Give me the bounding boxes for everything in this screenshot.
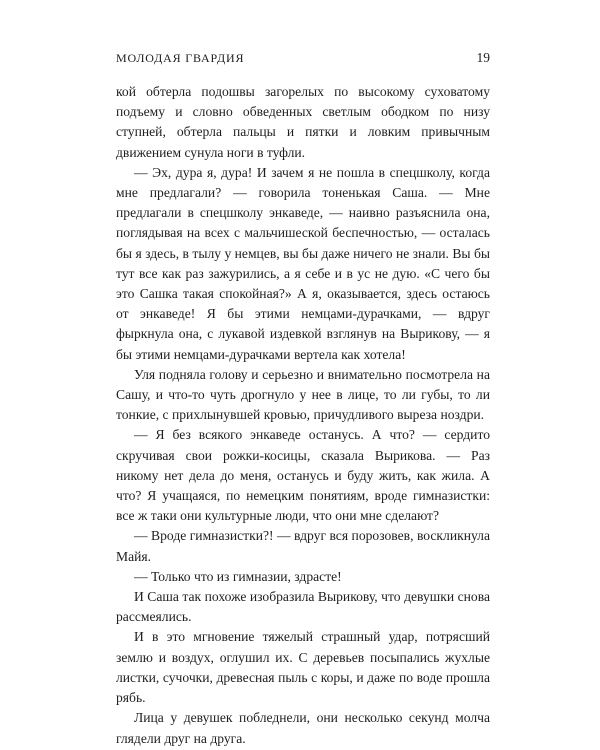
paragraph: — Вроде гимназистки?! — вдруг вся порозовев, воскликнула Майя. — [116, 528, 490, 564]
paragraph: И в это мгновение тяжелый страшный удар, потрясший землю и воздух, оглушил их. С деревьев посыпались жухлые листки, сучочки, древесная пыль с коры, и даже по воде прошла рябь. — [116, 629, 490, 706]
page-number: 19 — [476, 50, 490, 65]
paragraph: — Я без всякого энкаведе останусь. А что? — сердито скручивая свои рожки-косицы, сказала Вырикова. — Раз никому нет дела до меня, останусь и буду жить, как жила. А что? Я учащаяся, по немецким понятиям, вроде гимназистки: все ж таки они культурные люди, что они мне сделают? — [116, 427, 490, 524]
paragraph: — Эх, дура я, дура! И зачем я не пошла в спецшколу, когда мне предлагали? — говорила тоненькая Саша. — Мне предлагали в спецшколу энкаведе, — наивно разъяснила она, поглядывая на всех с мальчишеской беспечностью, — осталась бы я здесь, в тылу у немцев, вы бы даже ничего не знали. Вы бы тут все как раз зажурились, а я себе и в ус не дую. «С чего бы это Сашка такая спокойная?» А я, оказывается, здесь остаюсь от энкаведе! Я бы этими немцами-дурачками, — вдруг фыркнула она, с лукавой издевкой взглянув на Вырикову, — я бы этими немцами-дурачками вертела как хотела! — [116, 164, 490, 362]
body-text — [116, 82, 490, 749]
paragraph: И Саша так похоже изобразила Вырикову, что девушки снова рассмеялись. — [116, 589, 490, 625]
running-title: МОЛОДАЯ ГВАРДИЯ — [116, 51, 245, 65]
paragraph: Лица у девушек побледнели, они несколько секунд молча глядели друг на друга. — [116, 710, 490, 746]
paragraph: кой обтерла подошвы загорелых по высокому суховатому подъему и словно обведенных светлым ободком по низу ступней, обтерла пальцы и пятки и ловким привычным движением сунула ноги в туфли. — [116, 84, 490, 160]
paragraph: — Только что из гимназии, здрасте! — [134, 568, 342, 584]
paragraph: Уля подняла голову и серьезно и внимательно посмотрела на Сашу, и что-то чуть дрогнуло у нее в лице, то ли губы, то ли тонкие, с прихлынувшей кровью, причудливого выреза ноздри. — [116, 366, 490, 423]
running-head — [116, 48, 490, 68]
